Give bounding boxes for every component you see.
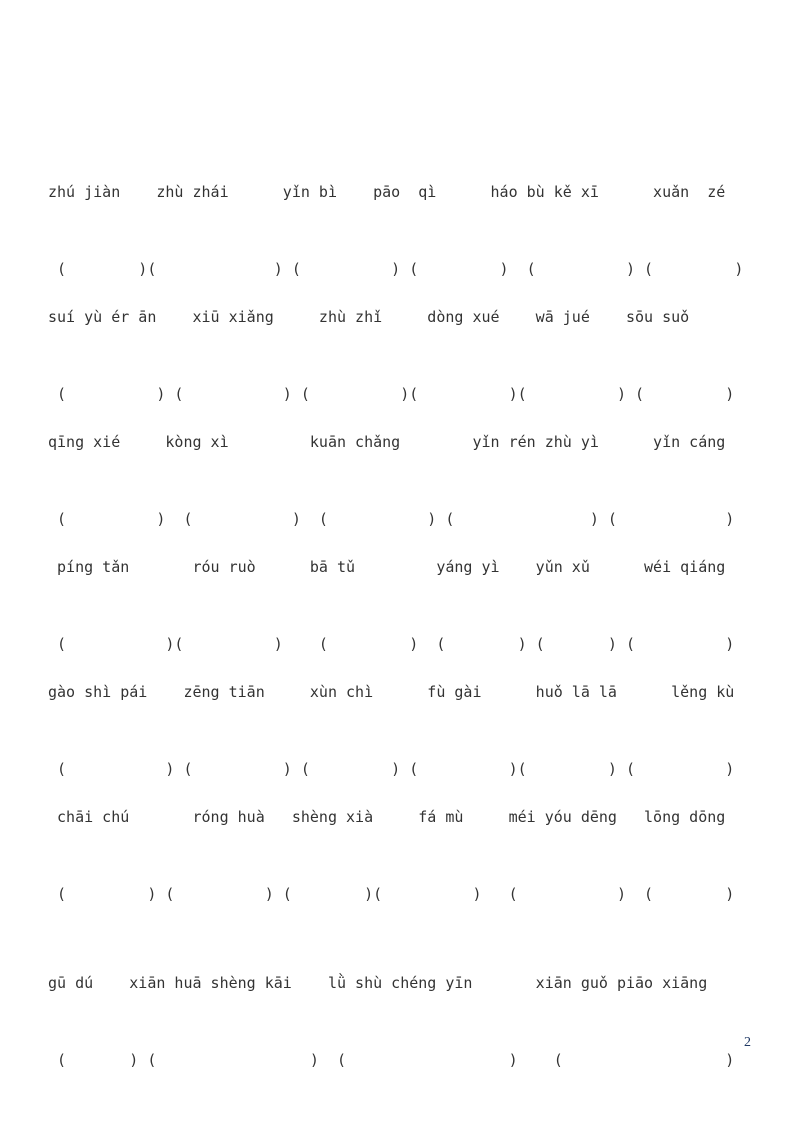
pinyin-line: gū dú xiān huā shèng kāi lǜ shù chéng yīn xiān guǒ piāo xiāng [48, 974, 708, 992]
pinyin-line: zhú jiàn zhù zhái yǐn bì pāo qì háo bù kě xī xuǎn zé [48, 183, 726, 201]
answer-blanks-line[interactable]: ( ) ( ) ( ) ( ) ( ) [48, 510, 735, 528]
answer-blanks-line[interactable]: ( ) ( ) ( )( ) ( ) ( ) [48, 885, 735, 903]
pinyin-line: chāi chú róng huà shèng xià fá mù méi yóu dēng lōng dōng [48, 808, 726, 826]
answer-blanks-line[interactable]: ( ) ( ) ( ) ( ) [48, 1051, 735, 1069]
pinyin-line: qīng xié kòng xì kuān chǎng yǐn rén zhù yì yǐn cáng [48, 433, 726, 451]
page-number: 2 [744, 1035, 751, 1050]
pinyin-line: píng tǎn róu ruò bā tǔ yáng yì yǔn xǔ wéi qiáng [48, 558, 726, 576]
answer-blanks-line[interactable]: ( ) ( ) ( ) ( )( ) ( ) [48, 760, 735, 778]
pinyin-line: gào shì pái zēng tiān xùn chì fù gài huǒ lā lā lěng kù [48, 683, 735, 701]
pinyin-line: suí yù ér ān xiū xiǎng zhù zhǐ dòng xué wā jué sōu suǒ [48, 308, 690, 326]
answer-blanks-line[interactable]: ( )( ) ( ) ( ) ( ) ( ) [48, 260, 744, 278]
answer-blanks-line[interactable]: ( ) ( ) ( )( )( ) ( ) [48, 385, 735, 403]
answer-blanks-line[interactable]: ( )( ) ( ) ( ) ( ) ( ) [48, 635, 735, 653]
worksheet-row-7 [48, 938, 734, 1105]
worksheet-row-6 [48, 772, 734, 939]
